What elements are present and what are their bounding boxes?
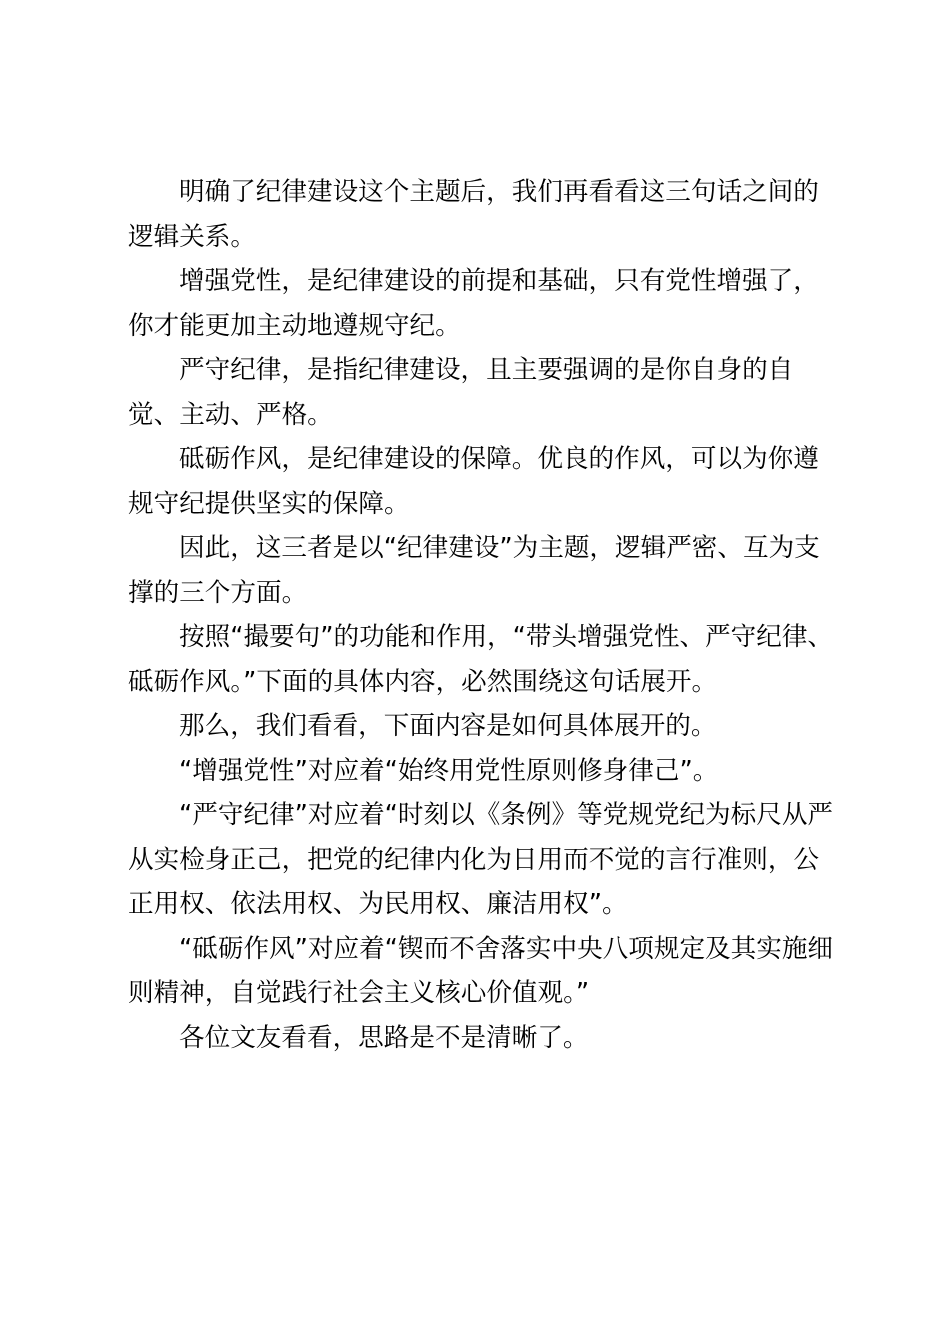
paragraph: 明确了纪律建设这个主题后，我们再看看这三句话之间的逻辑关系。 xyxy=(128,177,819,252)
paragraph: “严守纪律”对应着“时刻以《条例》等党规党纪为标尺从严从实检身正己，把党的纪律内化为日用而不觉的言行准则，公正用权、依法用权、为民用权、廉洁用权”。 xyxy=(128,800,834,919)
paragraph: 各位文友看看，思路是不是清晰了。 xyxy=(179,1022,589,1053)
paragraph: 增强党性，是纪律建设的前提和基础，只有党性增强了，你才能更加主动地遵规守纪。 xyxy=(128,266,819,341)
paragraph: 那么，我们看看，下面内容是如何具体展开的。 xyxy=(179,711,717,741)
paragraph: “砥砺作风”对应着“锲而不舍落实中央八项规定及其实施细则精神，自觉践行社会主义核心价值观。” xyxy=(128,933,834,1008)
paragraph: 按照“撮要句”的功能和作用，“带头增强党性、严守纪律、砥砺作风。”下面的具体内容，必然围绕这句话展开。 xyxy=(128,622,834,697)
paragraph: 因此，这三者是以“纪律建设”为主题，逻辑严密、互为支撑的三个方面。 xyxy=(128,533,820,608)
paragraph: 严守纪律，是指纪律建设，且主要强调的是你自身的自觉、主动、严格。 xyxy=(128,355,794,430)
paragraph: 砥砺作风，是纪律建设的保障。优良的作风，可以为你遵规守纪提供坚实的保障。 xyxy=(128,444,819,519)
document-body xyxy=(128,170,834,1060)
paragraph: “增强党性”对应着“始终用党性原则修身律己”。 xyxy=(179,755,719,786)
